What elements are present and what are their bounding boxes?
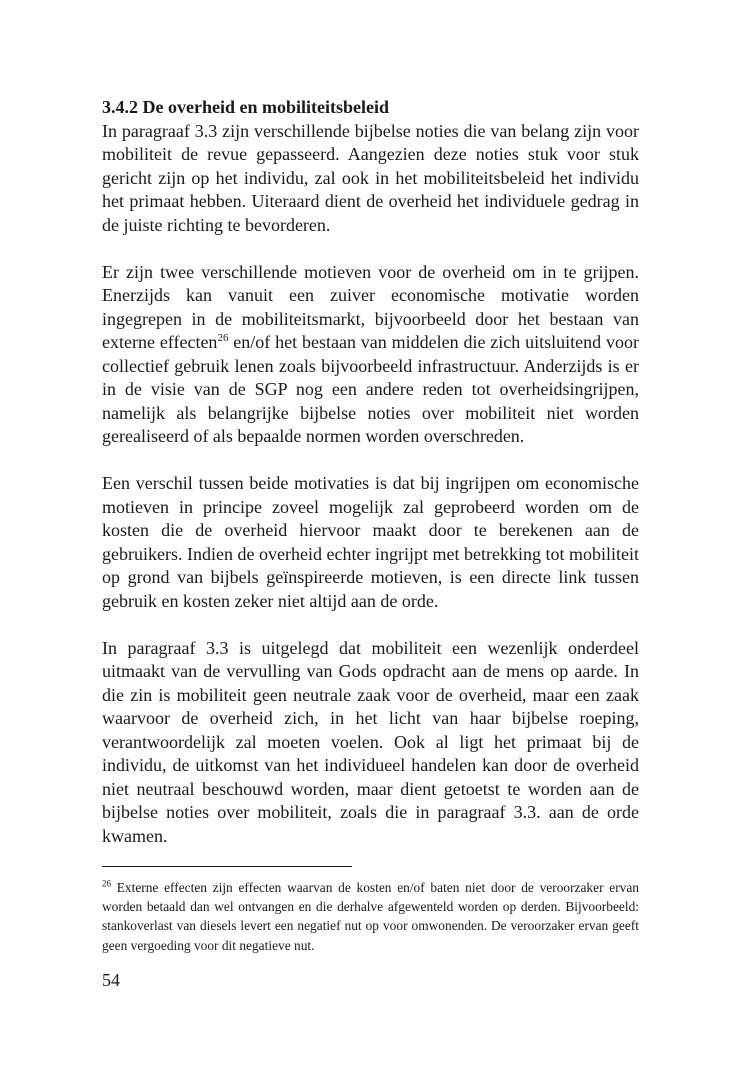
paragraph-2-text-a: Er zijn twee verschillende motieven voor de overheid om in te grijpen. Enerzijds kan vanuit een zuiver economische motivatie worden ingegrepen in de mobiliteitsmarkt, bijvoorbeeld door het bestaan van externe effecten <box>102 261 639 352</box>
section-title: 3.4.2 De overheid en mobiliteitsbeleid <box>102 97 389 117</box>
footnote-number: 26 <box>102 878 111 889</box>
paragraph-2-text-b: en/of het bestaan van middelen die zich uitsluitend voor collectief gebruik lenen zoals bijvoorbeeld infrastructuur. Anderzijds is er in de visie van de SGP nog een andere reden tot overheidsingrijpen, namelijk als belangrijke bijbelse noties over mobiliteit niet worden gerealiseerd of als bepaalde normen worden overschreden. <box>102 332 639 446</box>
page-body <box>102 96 639 872</box>
footnote <box>102 878 639 955</box>
footnote-divider <box>102 866 352 867</box>
paragraph-1: In paragraaf 3.3 zijn verschillende bijbelse noties die van belang zijn voor mobiliteit de revue gepasseerd. Aangezien deze noties stuk voor stuk gericht zijn op het individu, zal ook in het mobiliteitsbeleid het individu het primaat hebben. Uiteraard dient de overheid het individuele gedrag in de juiste richting te bevorderen. <box>102 120 639 235</box>
footnote-text: Externe effecten zijn effecten waarvan de kosten en/of baten niet door de veroorzaker ervan worden betaald dan wel ontvangen en die derhalve afgewenteld worden op derden. Bijvoorbeeld: stankoverlast van diesels levert een negatief nut op voor omwonenden. De veroorzaker ervan geeft geen vergoeding voor dit negatieve nut. <box>102 880 639 953</box>
page-number: 54 <box>102 970 120 990</box>
footnote-reference[interactable]: 26 <box>217 332 229 344</box>
paragraph-4: In paragraaf 3.3 is uitgelegd dat mobiliteit een wezenlijk onderdeel uitmaakt van de vervulling van Gods opdracht aan de mens op aarde. In die zin is mobiliteit geen neutrale zaak voor de overheid, maar een zaak waarvoor de overheid zich, in het licht van haar bijbelse roeping, verantwoordelijk zal moeten voelen. Ook al ligt het primaat bij de individu, de uitkomst van het individueel handelen kan door de overheid niet neutraal beschouwd worden, maar dient getoetst te worden aan de bijbelse noties over mobiliteit, zoals die in paragraaf 3.3. aan de orde kwamen. <box>102 637 639 846</box>
paragraph-2 <box>102 261 639 449</box>
paragraph-3: Een verschil tussen beide motivaties is dat bij ingrijpen om economische motieven in principe zoveel mogelijk zal geprobeerd worden om de kosten die de overheid hiervoor maakt door te berekenen aan de gebruikers. Indien de overheid echter ingrijpt met betrekking tot mobiliteit op grond van bijbels geïnspireerde motieven, is een directe link tussen gebruik en kosten zeker niet altijd aan de orde. <box>102 473 639 611</box>
